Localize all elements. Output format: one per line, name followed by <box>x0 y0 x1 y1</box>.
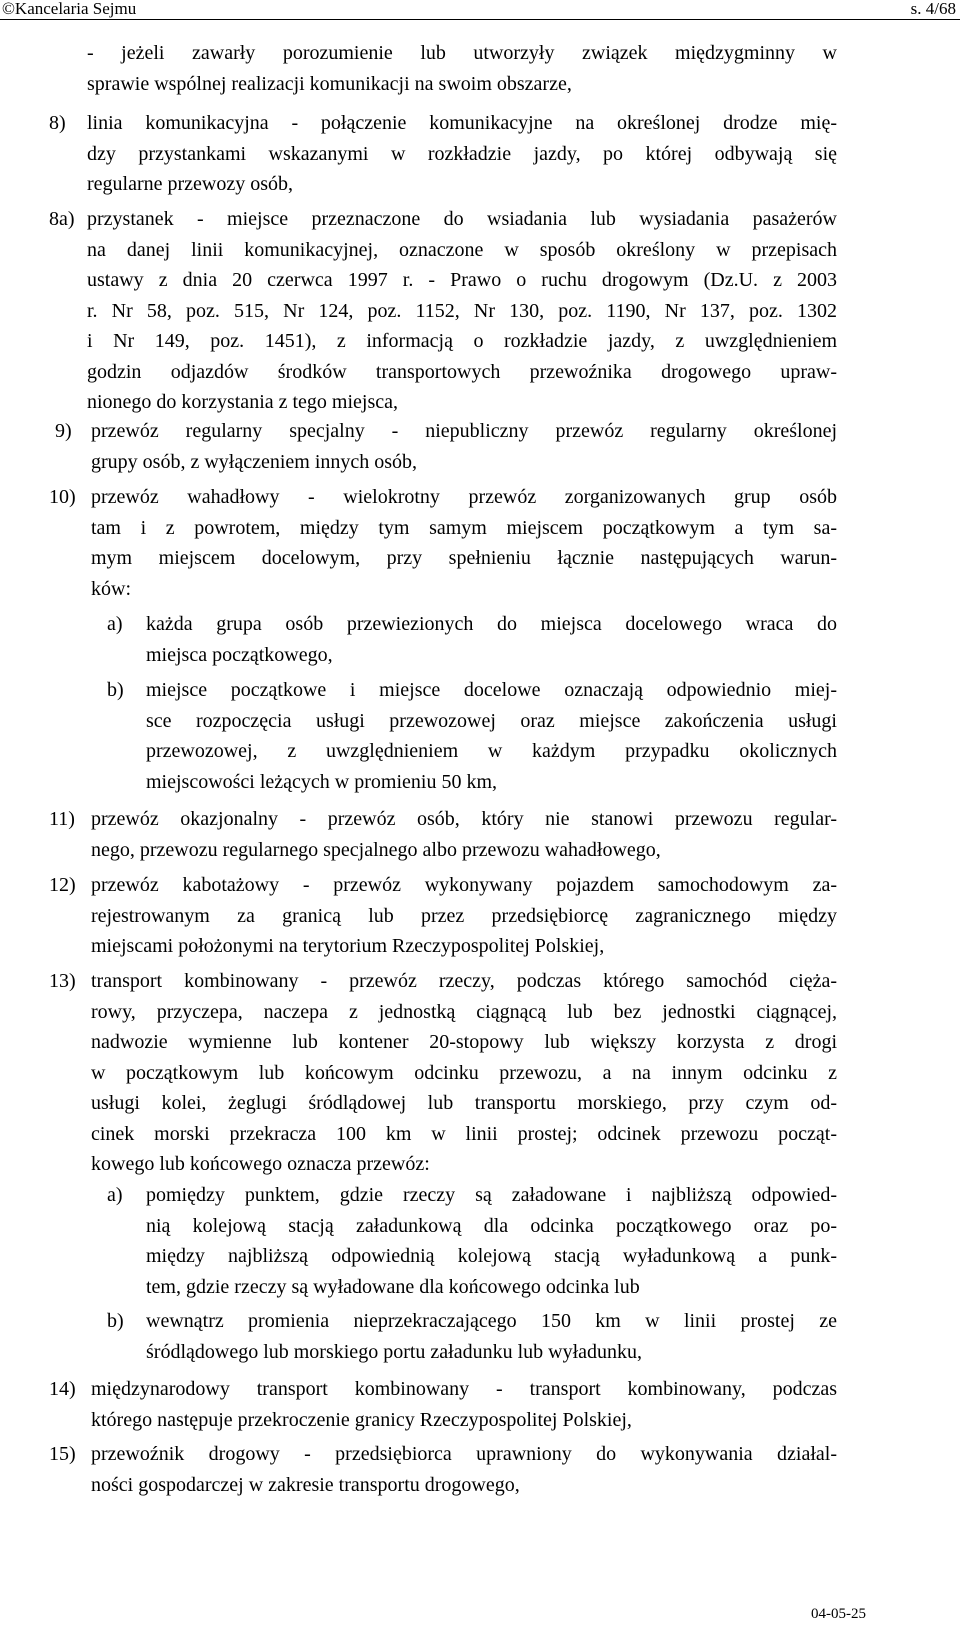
text-line: miejscowości leżących w promieniu 50 km, <box>146 770 498 793</box>
text-line: ków: <box>91 577 131 600</box>
text-line: sce rozpoczęcia usługi przewozowej oraz miejsce zakończenia usługi <box>146 709 837 732</box>
text-line: ności gospodarczej w zakresie transportu drogowego, <box>91 1473 520 1496</box>
text-line: tam i z powrotem, między tym samym miejscem początkowym a tym sa- <box>91 516 837 539</box>
provision-text <box>146 614 837 675</box>
provision-text <box>91 971 837 1185</box>
text-line: kowego lub końcowego oznacza przewóz: <box>91 1153 430 1175</box>
text-line: nią kolejową stacją załadunkową dla odcinka początkowego oraz po- <box>146 1214 837 1237</box>
text-line: przewóz wahadłowy - wielokrotny przewóz zorganizowanych grup osób <box>91 486 837 508</box>
provision-text <box>91 421 837 482</box>
provision-label: 9) <box>55 420 72 442</box>
text-line: przewóz regularny specjalny - niepubliczny przewóz regularny określonej <box>91 420 837 442</box>
text-line: pomiędzy punktem, gdzie rzeczy są załadowane i najbliższą odpowied- <box>146 1184 837 1206</box>
provision-label: a) <box>107 1184 123 1206</box>
provision-text <box>91 487 837 609</box>
text-line: na danej linii komunikacyjnej, oznaczone w sposób określony w przepisach <box>87 238 837 261</box>
text-line: linia komunikacyjna - połączenie komunikacyjne na określonej drodze mię- <box>87 112 837 134</box>
text-line: przystanek - miejsce przeznaczone do wsiadania lub wysiadania pasażerów <box>87 208 837 230</box>
text-line: przewozowej, z uwzględnieniem w każdym przypadku okolicznych <box>146 740 837 762</box>
text-line: ustawy z dnia 20 czerwca 1997 r. - Prawo o ruchu drogowym (Dz.U. z 2003 <box>87 269 837 291</box>
provision-text <box>146 680 837 802</box>
text-line: miejsce początkowe i miejsce docelowe oznaczają odpowiednio miej- <box>146 679 837 701</box>
text-line: transport kombinowany - przewóz rzeczy, podczas którego samochód cięża- <box>91 970 837 992</box>
provision-label: 11) <box>49 808 75 830</box>
provision-text <box>91 875 837 967</box>
text-line: r. Nr 58, poz. 515, Nr 124, poz. 1152, Nr 130, poz. 1190, Nr 137, poz. 1302 <box>87 299 837 322</box>
text-line: nadwozie wymienne lub kontener 20-stopowy lub większy korzysta z drogi <box>91 1031 837 1053</box>
header-page-number: s. 4/68 <box>910 0 956 18</box>
text-line: wewnątrz promienia nieprzekraczającego 150 km w linii prostej ze <box>146 1310 837 1332</box>
text-line: miejscami położonymi na terytorium Rzeczypospolitej Polskiej, <box>91 935 605 957</box>
text-line: którego następuje przekroczenie granicy Rzeczypospolitej Polskiej, <box>91 1408 632 1431</box>
text-line: rejestrowanym za granicą lub przez przedsiębiorcę zagranicznego między <box>91 904 837 927</box>
provision-label: 8a) <box>49 208 75 230</box>
footer-date: 04-05-25 <box>811 1606 866 1622</box>
provision-text <box>87 43 837 104</box>
provision-text <box>91 1379 837 1440</box>
text-line: grupy osób, z wyłączeniem innych osób, <box>91 450 418 473</box>
text-line: śródlądowego lub morskiego portu załadunku lub wyładunku, <box>146 1340 643 1363</box>
text-line: - jeżeli zawarły porozumienie lub utworzyły związek międzygminny w <box>87 42 837 64</box>
text-line: tem, gdzie rzeczy są wyładowane dla końcowego odcinka lub <box>146 1275 640 1298</box>
provision-text <box>87 113 837 205</box>
provision-text <box>91 809 837 870</box>
text-line: w początkowym lub końcowym odcinku przewozu, a na innym odcinku z <box>91 1061 837 1084</box>
text-line: rowy, przyczepa, naczepa z jednostką ciągnącą lub bez jednostki ciągnącej, <box>91 1000 837 1023</box>
text-line: regularne przewozy osób, <box>87 173 294 195</box>
provision-text <box>87 209 837 423</box>
provision-text <box>146 1311 837 1372</box>
text-line: miejsca początkowego, <box>146 643 333 666</box>
text-line: usługi kolei, żeglugi śródlądowej lub transportu morskiego, przy czym od- <box>91 1092 837 1114</box>
provision-label: 14) <box>49 1378 76 1400</box>
text-line: nego, przewozu regularnego specjalnego albo przewozu wahadłowego, <box>91 838 661 861</box>
text-line: nionego do korzystania z tego miejsca, <box>87 391 399 413</box>
text-line: każda grupa osób przewiezionych do miejsca docelowego wraca do <box>146 613 837 635</box>
text-line: dzy przystankami wskazanymi w rozkładzie jazdy, po której odbywają się <box>87 142 837 165</box>
header-copyright: ©Kancelaria Sejmu <box>2 0 137 18</box>
text-line: sprawie wspólnej realizacji komunikacji na swoim obszarze, <box>87 72 572 95</box>
text-line: przewóz okazjonalny - przewóz osób, który nie stanowi przewozu regular- <box>91 808 837 830</box>
text-line: między najbliższą odpowiednią kolejową stacją wyładunkową a punk- <box>146 1245 837 1267</box>
provision-label: 12) <box>49 874 76 896</box>
provision-label: 10) <box>49 486 76 508</box>
text-line: przewóz kabotażowy - przewóz wykonywany pojazdem samochodowym za- <box>91 874 837 896</box>
text-line: przewoźnik drogowy - przedsiębiorca uprawniony do wykonywania działal- <box>91 1443 837 1465</box>
provision-label: 8) <box>49 112 66 134</box>
text-line: międzynarodowy transport kombinowany - transport kombinowany, podczas <box>91 1378 837 1400</box>
provision-label: a) <box>107 613 123 635</box>
text-line: i Nr 149, poz. 1451), z informacją o rozkładzie jazdy, z uwzględnieniem <box>87 330 837 352</box>
provision-label: b) <box>107 679 124 701</box>
text-line: mym miejscem docelowym, przy spełnieniu łącznie następujących warun- <box>91 547 837 569</box>
provision-text <box>146 1185 837 1307</box>
text-line: cinek morski przekracza 100 km w linii prostej; odcinek przewozu począt- <box>91 1122 837 1145</box>
text-line: godzin odjazdów środków transportowych przewoźnika drogowego upraw- <box>87 360 837 383</box>
provision-label: 15) <box>49 1443 76 1465</box>
provision-text <box>91 1444 837 1505</box>
provision-label: 13) <box>49 970 76 992</box>
provision-label: b) <box>107 1310 124 1332</box>
